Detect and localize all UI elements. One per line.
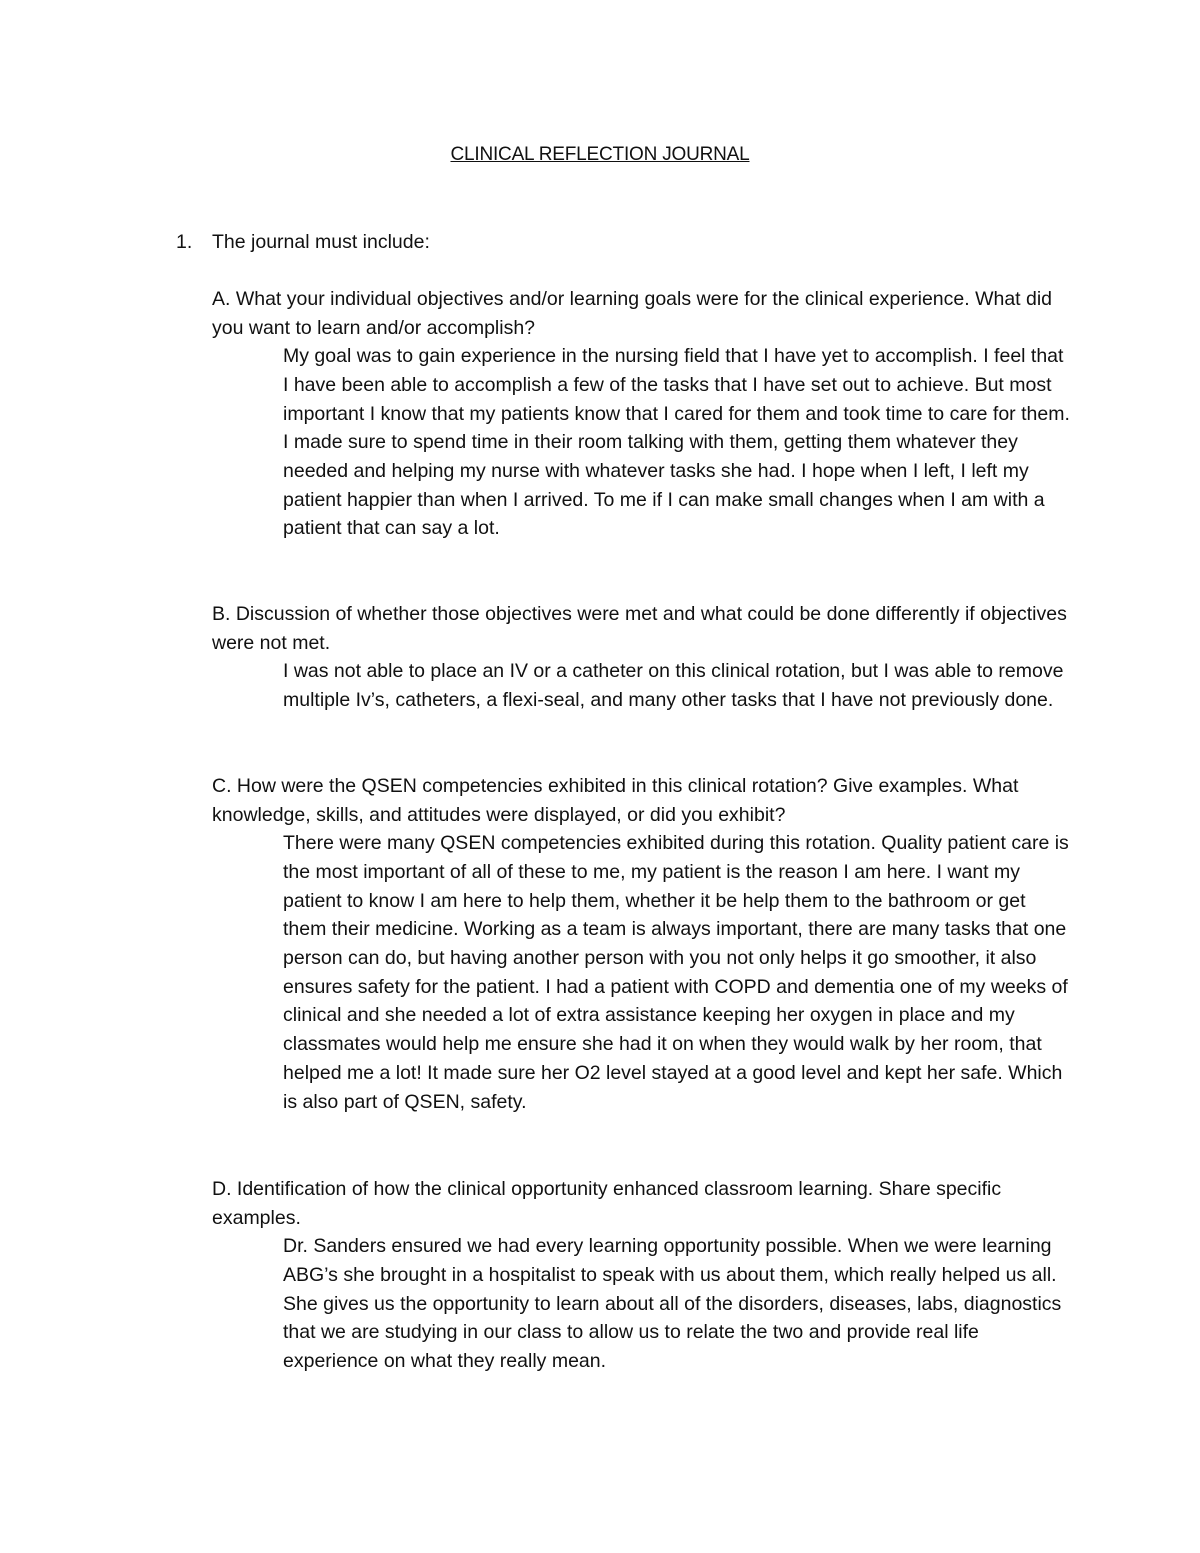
list-item-text: The journal must include: [212,231,430,253]
section-answer: There were many QSEN competencies exhibited during this rotation. Quality patient care is the most important of all of these to me, my patient is the reason I am here. I want my patient to know I am here to help them, whether it be help them to the bathroom or get them their medicine. Working as a team is always important, there are many tasks that one person can do, but having another person with you not only helps it go smoother, it also ensures safety for the patient. I had a patient with COPD and dementia one of my weeks of clinical and she needed a lot of extra assistance keeping her oxygen in place and my classmates would help me ensure she had it on when they would walk by her room, that helped me a lot! It made sure her O2 level stayed at a good level and kept her safe. Which is also part of QSEN, safety. [283,832,1069,1113]
section-c [212,772,1072,1116]
list-number: 1. [176,231,193,253]
section-prompt: B. Discussion of whether those objectives were met and what could be done differently if objectives were not met. [212,603,1067,654]
section-prompt: C. How were the QSEN competencies exhibited in this clinical rotation? Give examples. What knowledge, skills, and attitudes were displayed, or did you exhibit? [212,775,1019,826]
section-answer: Dr. Sanders ensured we had every learning opportunity possible. When we were learning ABG’s she brought in a hospitalist to speak with us about them, which really helped us all. She gives us the opportunity to learn about all of the disorders, diseases, labs, diagnostics that we are studying in our class to allow us to relate the two and provide real life experience on what they really mean. [283,1235,1062,1372]
section-answer: My goal was to gain experience in the nursing field that I have yet to accomplish. I feel that I have been able to accomplish a few of the tasks that I have set out to achieve. But most important I know that my patients know that I cared for them and took time to care for them. I made sure to spend time in their room talking with them, getting them whatever they needed and helping my nurse with whatever tasks she had. I hope when I left, I left my patient happier than when I arrived. To me if I can make small changes when I am with a patient that can say a lot. [283,345,1070,540]
section-a [212,285,1072,543]
document-title: CLINICAL REFLECTION JOURNAL [450,144,750,165]
section-b [212,600,1072,715]
numbered-list-item [176,231,430,254]
section-prompt: D. Identification of how the clinical opportunity enhanced classroom learning. Share specific examples. [212,1178,1002,1229]
section-prompt: A. What your individual objectives and/or learning goals were for the clinical experience. What did you want to learn and/or accomplish? [212,288,1053,339]
section-d [212,1175,1072,1376]
section-answer: I was not able to place an IV or a catheter on this clinical rotation, but I was able to remove multiple Iv’s, catheters, a flexi-seal, and many other tasks that I have not previously done. [283,660,1064,711]
